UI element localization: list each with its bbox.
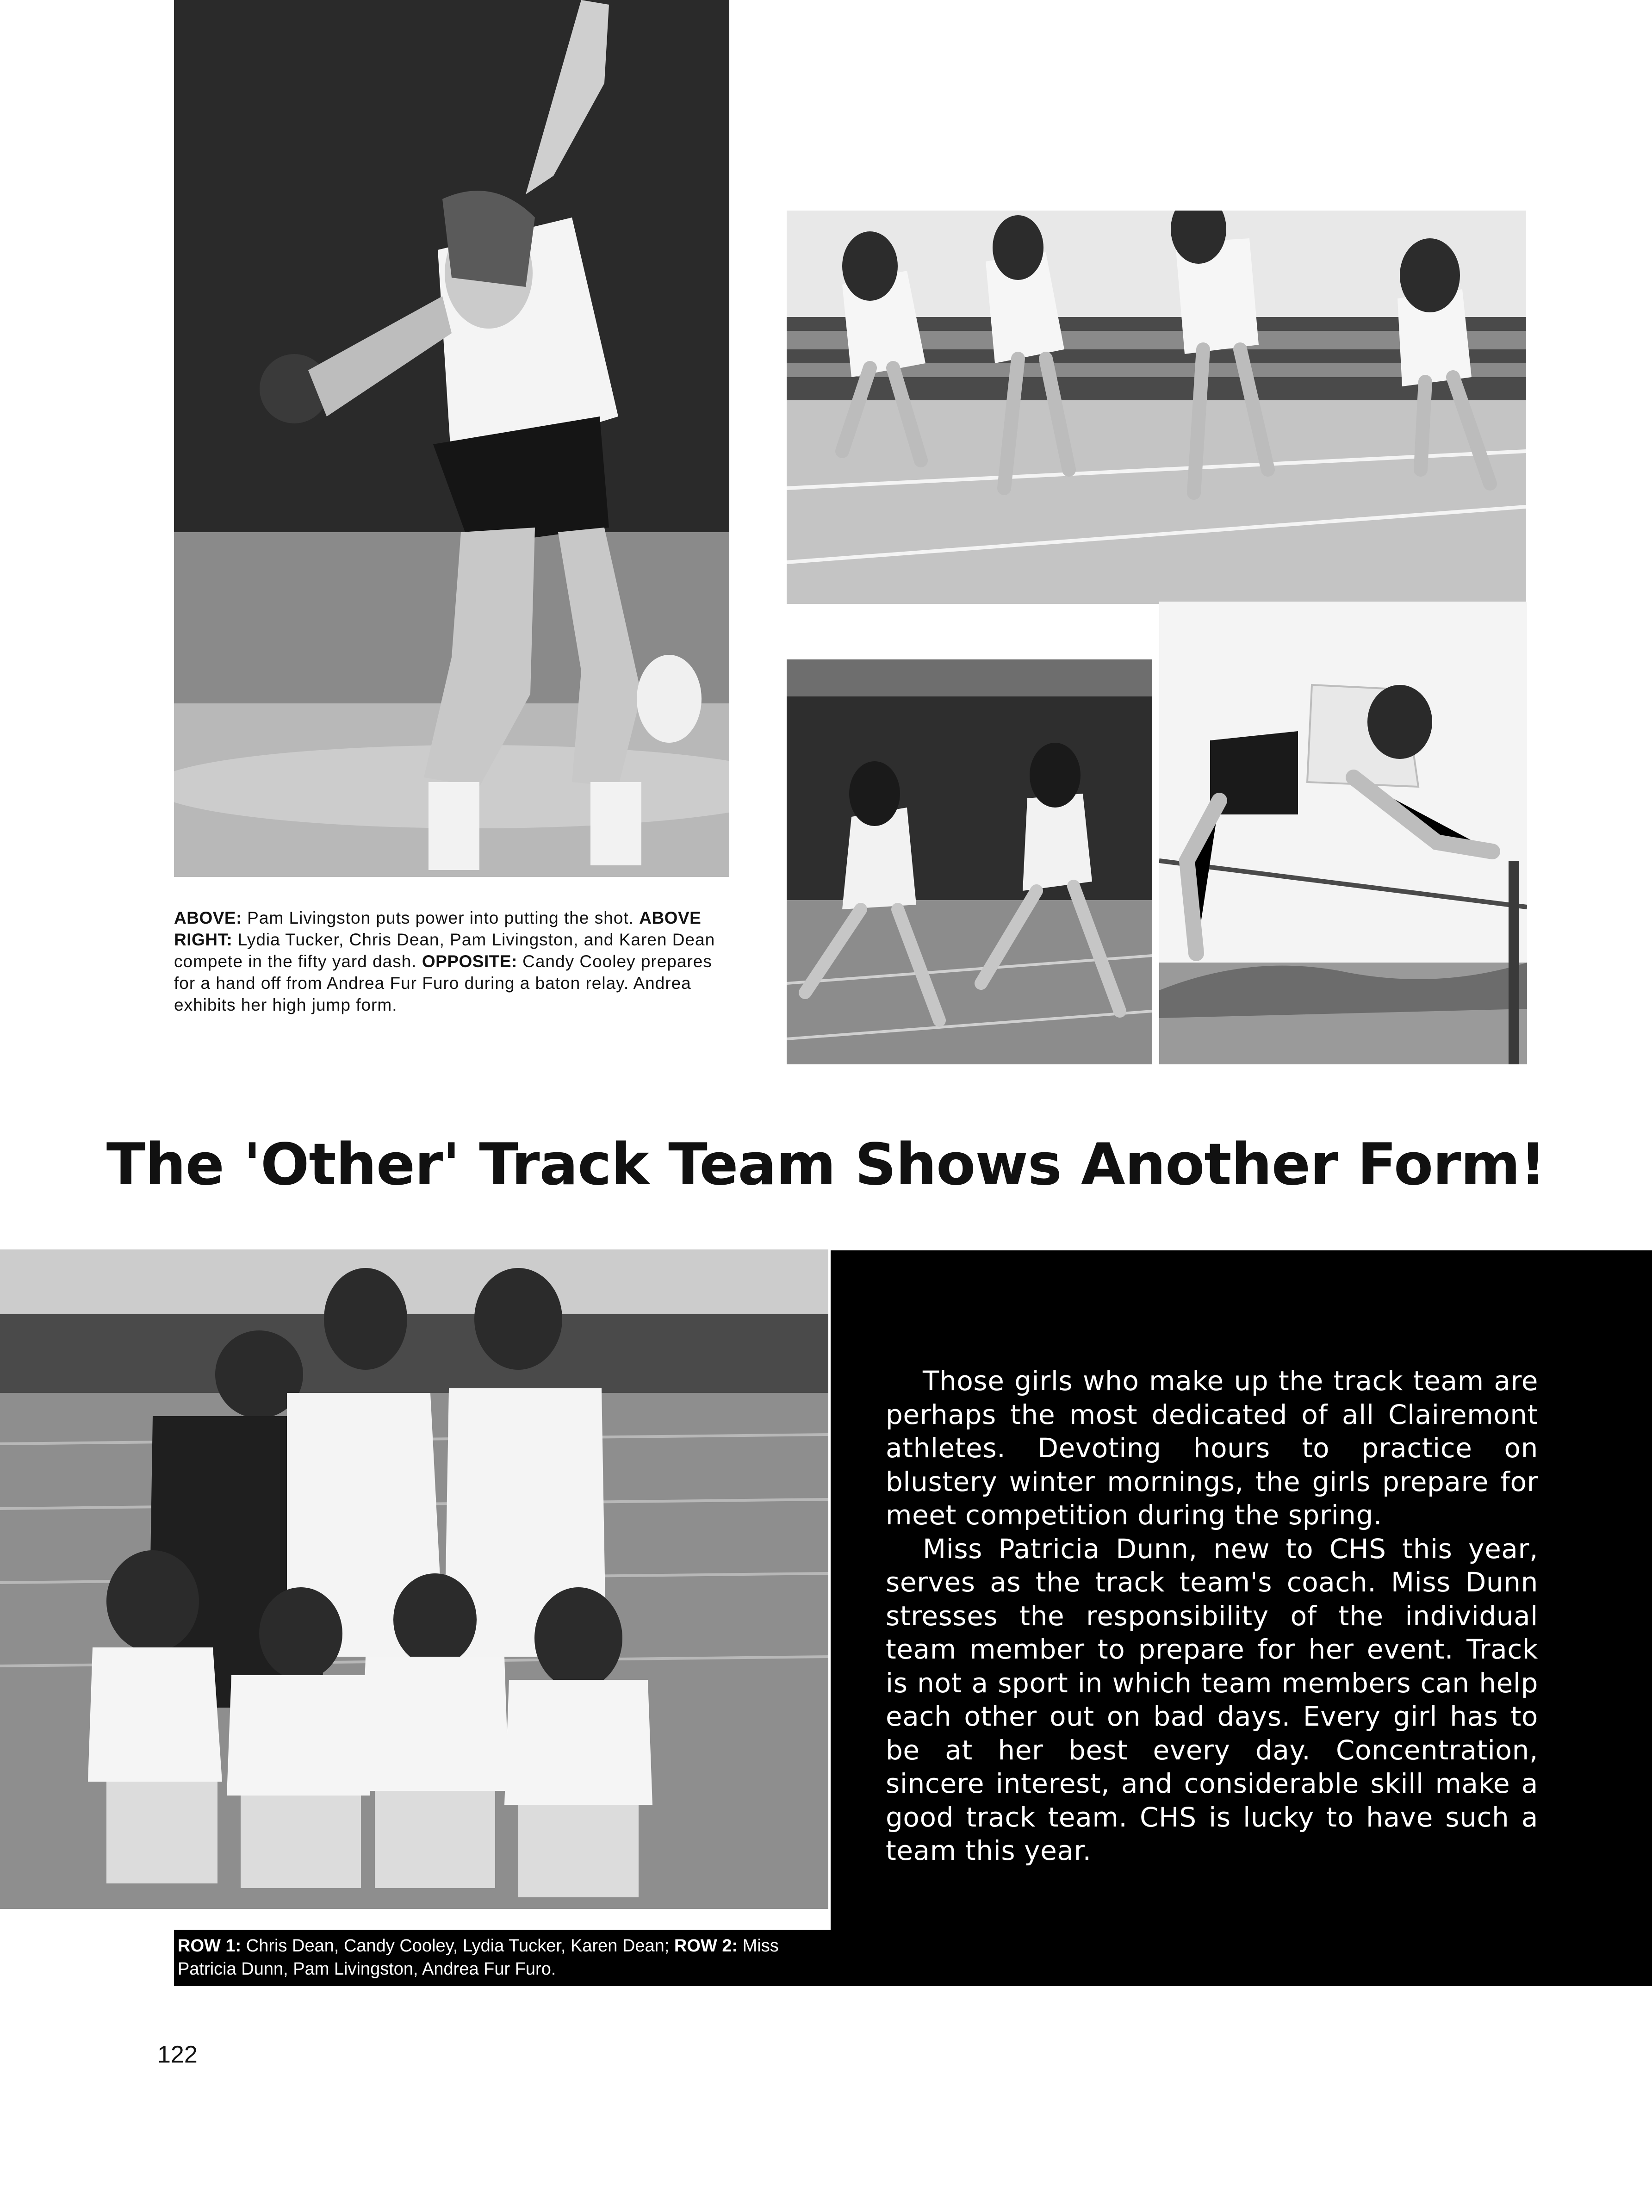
page-number: 122 — [157, 2041, 198, 2068]
caption-text-opposite: Candy Cooley prepares for a hand off from Andrea Fur Furo during a baton relay. Andrea exhibits her high jump form. — [174, 952, 712, 1014]
dash-race-photo — [787, 211, 1526, 604]
caption-text-row-2: Miss Patricia Dunn, Pam Livingston, Andrea Fur Furo. — [178, 1936, 779, 1979]
team-photo-caption — [174, 1930, 833, 1986]
caption-text-row-1: Chris Dean, Candy Cooley, Lydia Tucker, Karen Dean; — [241, 1936, 674, 1956]
photo-caption-top — [174, 907, 734, 1016]
story-paragraph-2: Miss Patricia Dunn, new to CHS this year, serves as the track team's coach. Miss Dunn stresses the responsibility of the individual team member to prepare for her event. Track is not a sport in which team members can help each other out on bad days. Every girl has to be at her best every day. Concentration, sincere interest, and considerable skill make a good track team. CHS is lucky to have such a team this year. — [886, 1533, 1538, 1866]
caption-label-row-2: ROW 2: — [674, 1936, 738, 1956]
story-body — [886, 1364, 1538, 1868]
caption-label-above: ABOVE: — [174, 908, 242, 927]
high-jump-photo — [1159, 602, 1527, 1064]
team-group-photo — [0, 1249, 828, 1909]
caption-text-above-right: Lydia Tucker, Chris Dean, Pam Livingston, and Karen Dean compete in the fifty yard dash. — [174, 930, 715, 971]
caption-label-above-right: ABOVE RIGHT: — [174, 908, 702, 949]
caption-label-row-1: ROW 1: — [178, 1936, 242, 1956]
caption-label-opposite: OPPOSITE: — [422, 952, 517, 971]
story-paragraph-1: Those girls who make up the track team are perhaps the most dedicated of all Clairemont athletes. Devoting hours to practice on blustery winter mornings, the girls prepare for meet competition during the spring. — [886, 1365, 1538, 1531]
page-title: The 'Other' Track Team Shows Another Form! — [106, 1131, 1546, 1198]
baton-relay-photo — [787, 659, 1152, 1064]
shot-put-photo — [174, 0, 729, 877]
caption-text-above: Pam Livingston puts power into putting the shot. — [242, 908, 634, 927]
